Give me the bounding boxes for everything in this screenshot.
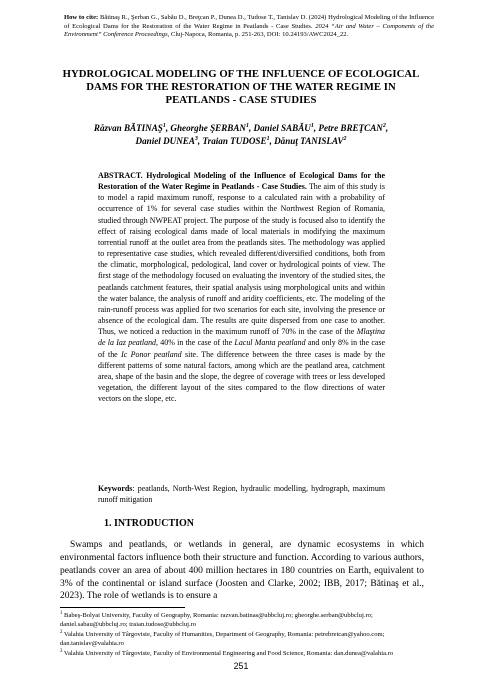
abstract-site-name: Mlaştina de la Iaz peatland (98, 327, 385, 348)
footnote (60, 629, 428, 648)
footnote-text: Valahia University of Târgoviste, Faculty of Environmental Engineering and Food Science, Romania: dan.dunea@valahia.ro (62, 650, 394, 658)
author-affiliation-mark: 1 (266, 136, 270, 143)
author-name: Traian TUDOSE (202, 136, 267, 147)
abstract-text: and only 8% in the case of the (98, 338, 385, 359)
author-affiliation-mark: 1 (162, 122, 166, 129)
author-affiliation-mark: 1 (310, 122, 314, 129)
footnote-mark: 2 (60, 630, 63, 636)
intro-paragraph: Swamps and peatlands, or wetlands in general, are dynamic ecosystems in which environmental factors influence both their structure and function. According to various authors, peatlands cover an area of about 400 million hectares in 180 countries on Earth, equivalent to 3% of the continental or island surface (Joosten and Clarke, 2002; IBB, 2017; Bătinaş et al., 2023). The role of wetlands is to ensure a (60, 540, 424, 602)
author-list: Răzvan BĂTINAŞ$^1$, Gheorghe ŞERBAN$^1$, Daniel SABĂU$^1$, Petre BREŢCAN$^2$, Daniel DUNEA$^3$, Traian TUDOSE$^1$, Dănuţ TANISLAV$^2$ (93, 122, 389, 147)
author-name: Gheorghe ŞERBAN (170, 123, 246, 133)
footnote (60, 648, 428, 659)
abstract (98, 170, 385, 404)
author-affiliation-mark: 1 (245, 122, 249, 129)
paper-title: HYDROLOGICAL MODELING OF THE INFLUENCE OF ECOLOGICAL DAMS FOR THE RESTORATION OF THE WATER REGIME IN PEATLANDS - CASE STUDIES (62, 68, 420, 106)
keywords-text: : peatlands, North-West Region, hydraulic modelling, hydrograph, maximum runoff mitigation (98, 484, 385, 505)
keywords-label: Keywords (98, 484, 133, 493)
citation-proceedings: 2024 “Air and Water – Components of the Environment” Conference Proceedings (64, 22, 434, 39)
footnote-text: Valahia University of Târgoviste, Faculty of Humanities, Department of Geography, Romania: petrebretcan@yahoo.com; dan.tanislav@valahia.ro (60, 631, 385, 647)
footnote-mark: 1 (60, 611, 63, 616)
section-heading: 1. INTRODUCTION (104, 518, 195, 529)
footnote-text: Babeş-Bolyai University, Faculty of Geography, Romania: razvan.batinas@ubbcluj.ro; gheorghe.serban@ubbcluj.ro; daniel.sabau@ubbcluj.ro; traian.tudose@ubbcluj.ro (60, 612, 373, 628)
footnotes (60, 610, 428, 659)
author-affiliation-mark: 2 (382, 122, 386, 129)
author-name: Daniel DUNEA (135, 136, 195, 147)
footnote (60, 610, 428, 629)
author-name: Daniel SABĂU (253, 123, 311, 133)
abstract-text: The aim of this study is to model a rapid maximum runoff, response to a calculated rain with a probability of occurrence of 1% for several case studies within the Northwest Region of Romania, studied through NWPEAT project. The purpose of the study is focused also to identify the effect of raising ecological dams made of local materials in modifying the maximum torrential runoff at the outlet area from the peatlands sites. The methodology was applied to representative case studies, which revealed different/diversified conditions, both from the climatic, morphological, pedological, land cover or hydrological points of view. The first stage of the methodology focused on evaluating the inventory of the studied sites, the peatlands catchment features, their spatial analysis using morphological units and within the water balance, the analysis of runoff and aridity coefficients, etc. The modeling of the rain-runoff process was applied for two scenarios for each site, involving the presence or absence of the ecological dam. The results are quite dispersed from one case to another. Thus, we noticed a reduction in the maximum runoff of 70% in the case of the (98, 182, 385, 337)
author-name: Dănuţ TANISLAV (274, 136, 344, 147)
keywords (98, 483, 385, 505)
footnote-mark: 3 (60, 649, 63, 655)
author-name: Petre BREŢCAN (318, 123, 383, 133)
author-affiliation-mark: 3 (194, 136, 198, 143)
abstract-text: site. The difference between the three cases is made by the different patterns of some natural factors, among which are the peatland area, catchment area, shape of the basin and the slope, the degree of coverage with trees or less developed vegetation, the different layout of the sites compared to the flow directions of water vectors on the slope, etc. (98, 349, 385, 404)
author-name: Răzvan BĂTINAŞ (93, 123, 163, 133)
abstract-site-name: Lacul Manta peatland (234, 338, 306, 348)
citation-label: How to cite: (64, 14, 99, 21)
citation-text: Bătinaş R., Şerban G., Sabău D., Breţcan P., Dunea D., Tudose T., Tanislav D. (2024) Hydrological Modeling of the Influence of Ecological Dams for the Restoration of the Water Regime in Peatlands - Case Studies. (64, 14, 434, 30)
abstract-site-name: Ic Ponor peatland (121, 349, 182, 359)
page-number: 251 (233, 661, 249, 671)
abstract-text: , 40% in the case of the (156, 338, 235, 348)
citation-details: , Cluj-Napoca, Romania, p. 251-263, DOI: 10.24193/AWC2024_22. (167, 31, 349, 39)
author-affiliation-mark: 2 (343, 136, 347, 143)
abstract-lead: ABSTRACT. Hydrological Modeling of the Influence of Ecological Dams for the Restoration of the Water Regime in Peatlands - Case Studies. (98, 171, 385, 192)
citation-block (64, 14, 434, 40)
footnote-divider (60, 607, 185, 608)
